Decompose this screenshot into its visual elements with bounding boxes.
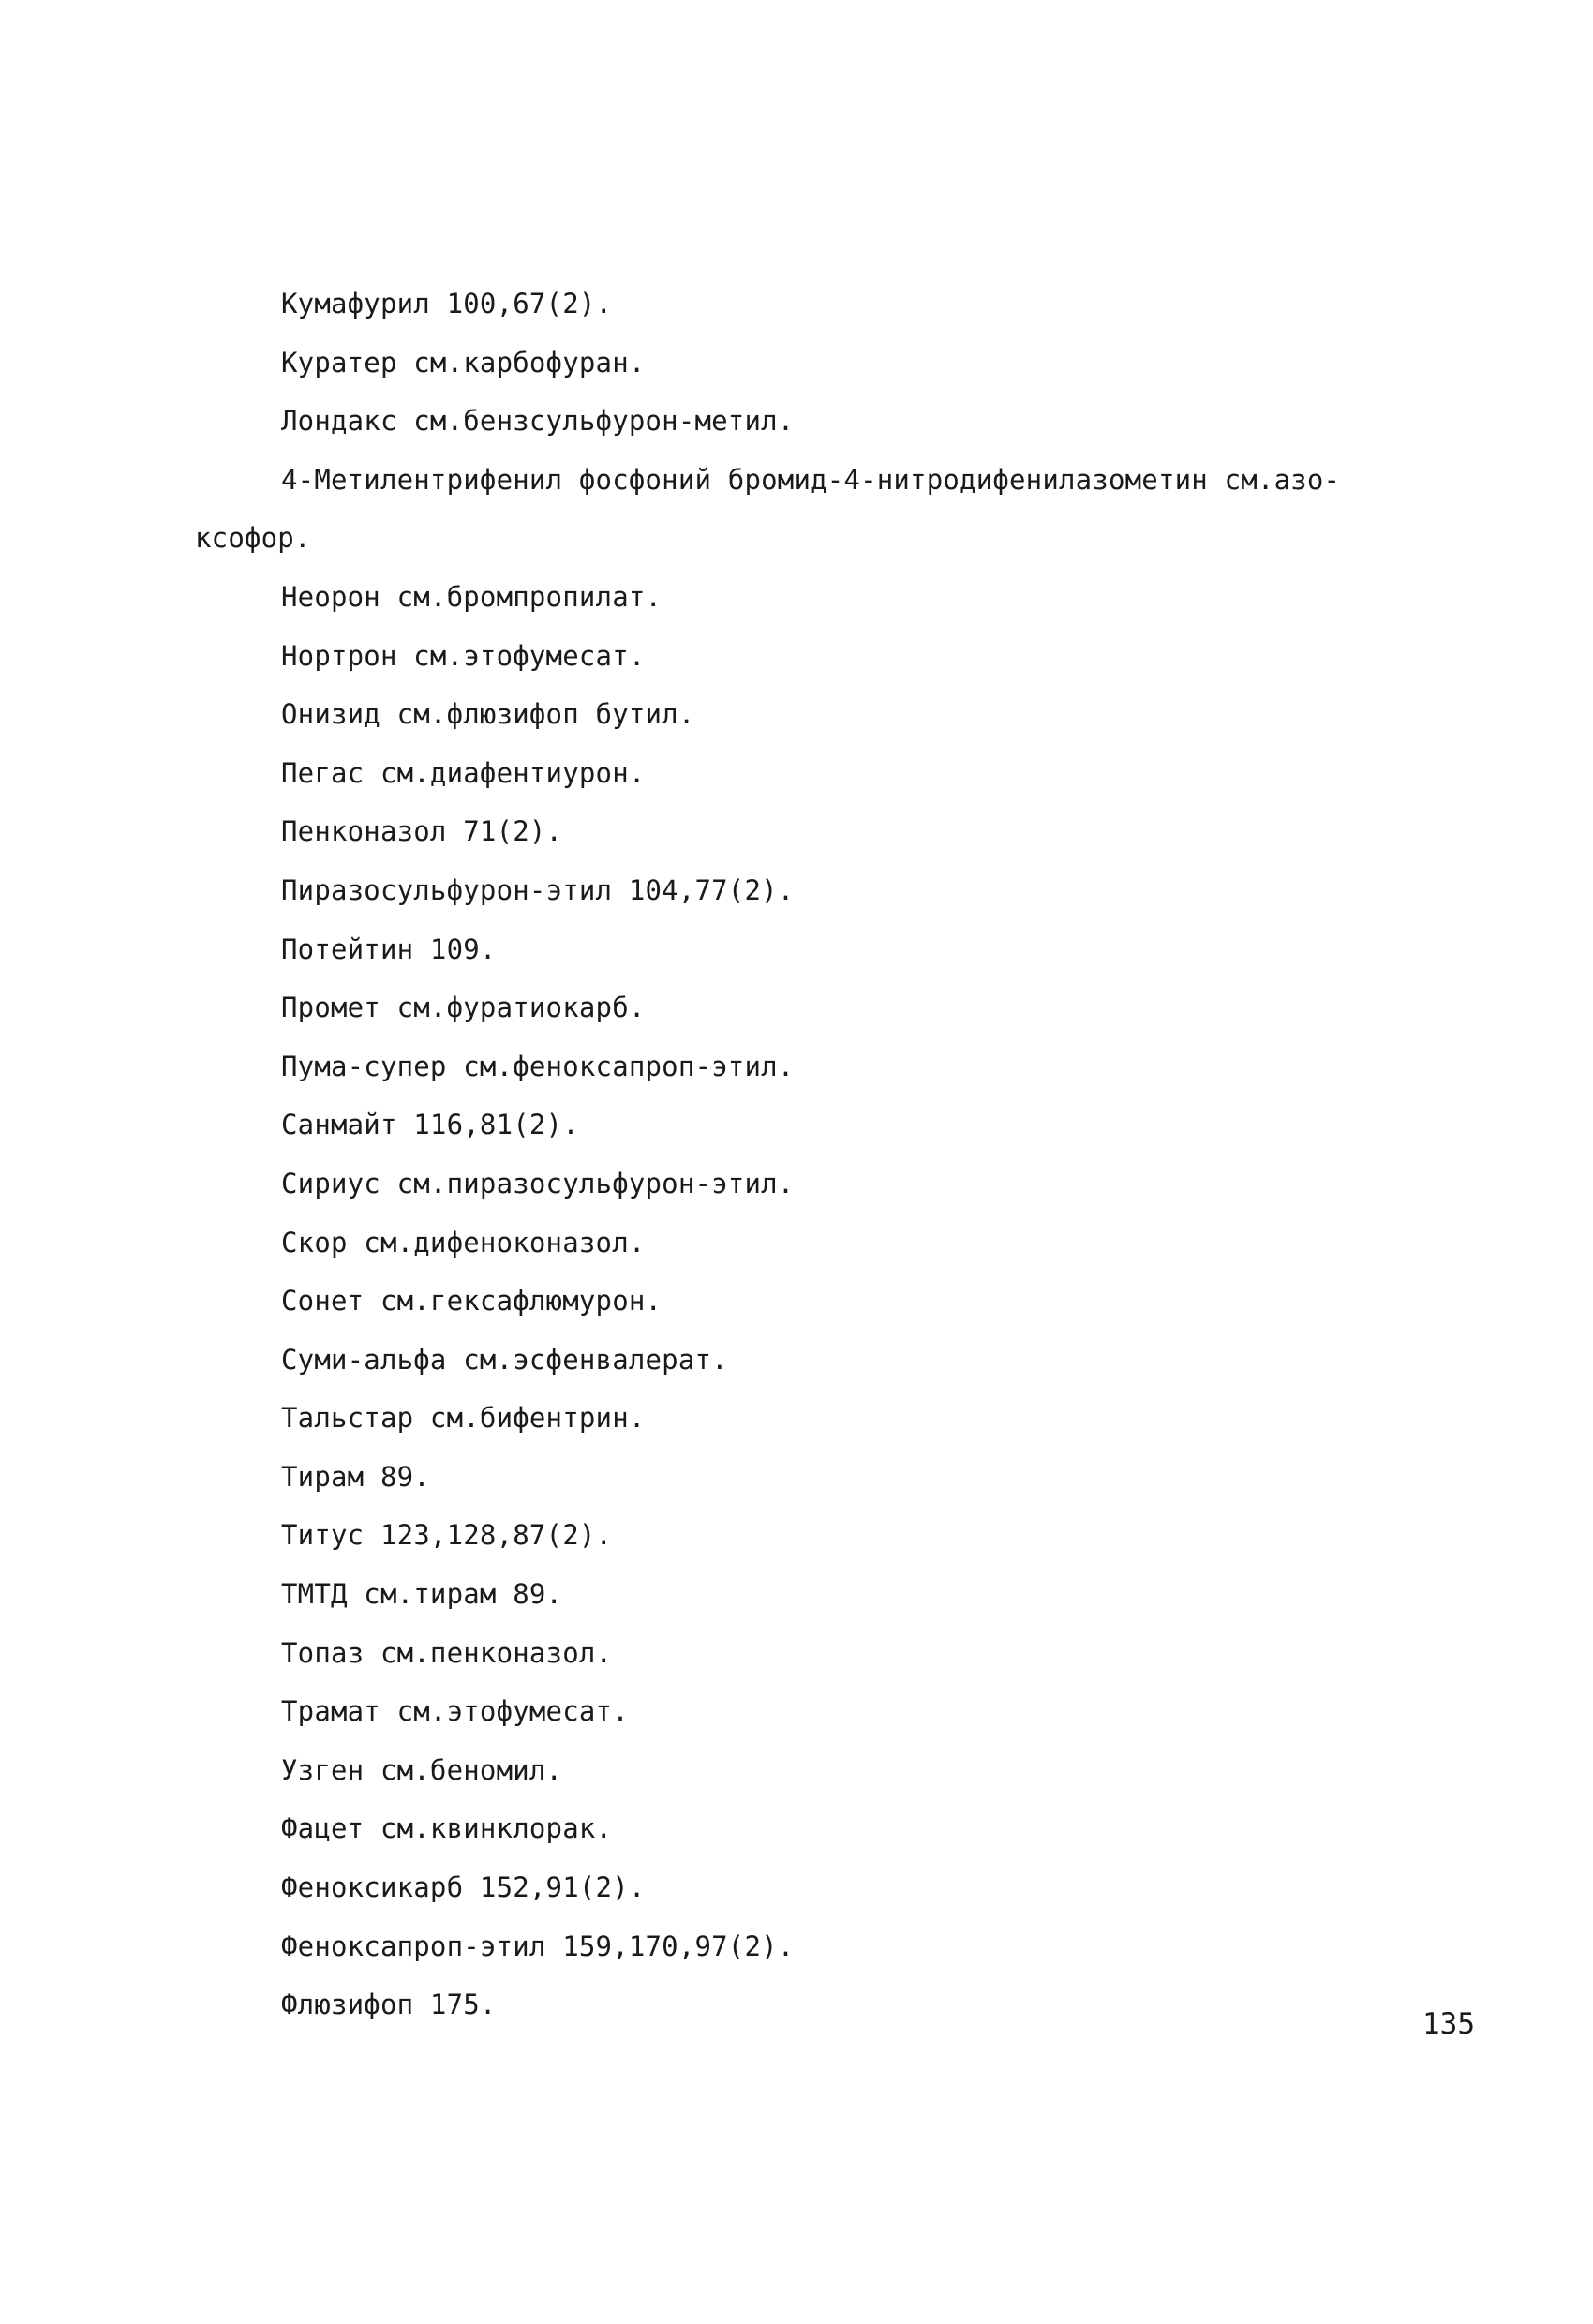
index-entry: Суми-альфа см.эсфенвалерат. <box>281 1343 728 1376</box>
index-entry: Топаз см.пенконазол. <box>281 1636 613 1669</box>
index-entry: Пенконазол 71(2). <box>281 815 563 848</box>
index-entry: Онизид см.флюзифоп бутил. <box>281 698 695 731</box>
index-entry: Пиразосульфурон-этил 104,77(2). <box>281 873 795 906</box>
index-entry: ТМТД см.тирам 89. <box>281 1578 563 1611</box>
index-entry: Сонет см.гексафлюмурон. <box>281 1285 663 1318</box>
index-entry: Нортрон см.этофумесат. <box>281 639 646 672</box>
index-entry: Кумафурил 100,67(2). <box>281 288 613 320</box>
index-entries <box>0 275 1593 2034</box>
index-entry: Феноксапроп-этил 159,170,97(2). <box>281 1929 795 1962</box>
index-entry: Пума-супер см.феноксапроп-этил. <box>281 1050 795 1082</box>
index-entry: Санмайт 116,81(2). <box>281 1109 579 1141</box>
index-entry: Фацет см.квинклорак. <box>281 1812 613 1845</box>
index-entry: Флюзифоп 175. <box>281 1989 497 2021</box>
index-entry: Трамат см.этофумесат. <box>281 1695 629 1728</box>
index-entry: Феноксикарб 152,91(2). <box>281 1871 646 1904</box>
index-entry: Лондакс см.бензсульфурон-метил. <box>281 405 795 438</box>
index-entry: Промет см.фуратиокарб. <box>281 991 646 1024</box>
index-entry: Тальстар см.бифентрин. <box>281 1402 646 1435</box>
index-entry: Пегас см.диафентиурон. <box>281 756 646 789</box>
index-entry: Неорон см.бромпропилат. <box>281 580 663 613</box>
index-entry: Сириус см.пиразосульфурон-этил. <box>281 1167 795 1199</box>
index-entry: Потейтин 109. <box>281 932 497 965</box>
index-entry: Узген см.беномил. <box>281 1753 563 1786</box>
index-entry: Куратер см.карбофуран. <box>281 346 646 379</box>
index-entry: 4-Метилентрифенил фосфоний бромид-4-нитродифенилазометин см.азо- <box>281 463 1341 496</box>
page-number: 135 <box>1422 2007 1475 2041</box>
index-entry-continuation: ксофор. <box>195 522 311 555</box>
index-entry: Титус 123,128,87(2). <box>281 1519 613 1552</box>
index-entry: Скор см.дифеноконазол. <box>281 1226 646 1259</box>
index-entry: Тирам 89. <box>281 1460 430 1493</box>
